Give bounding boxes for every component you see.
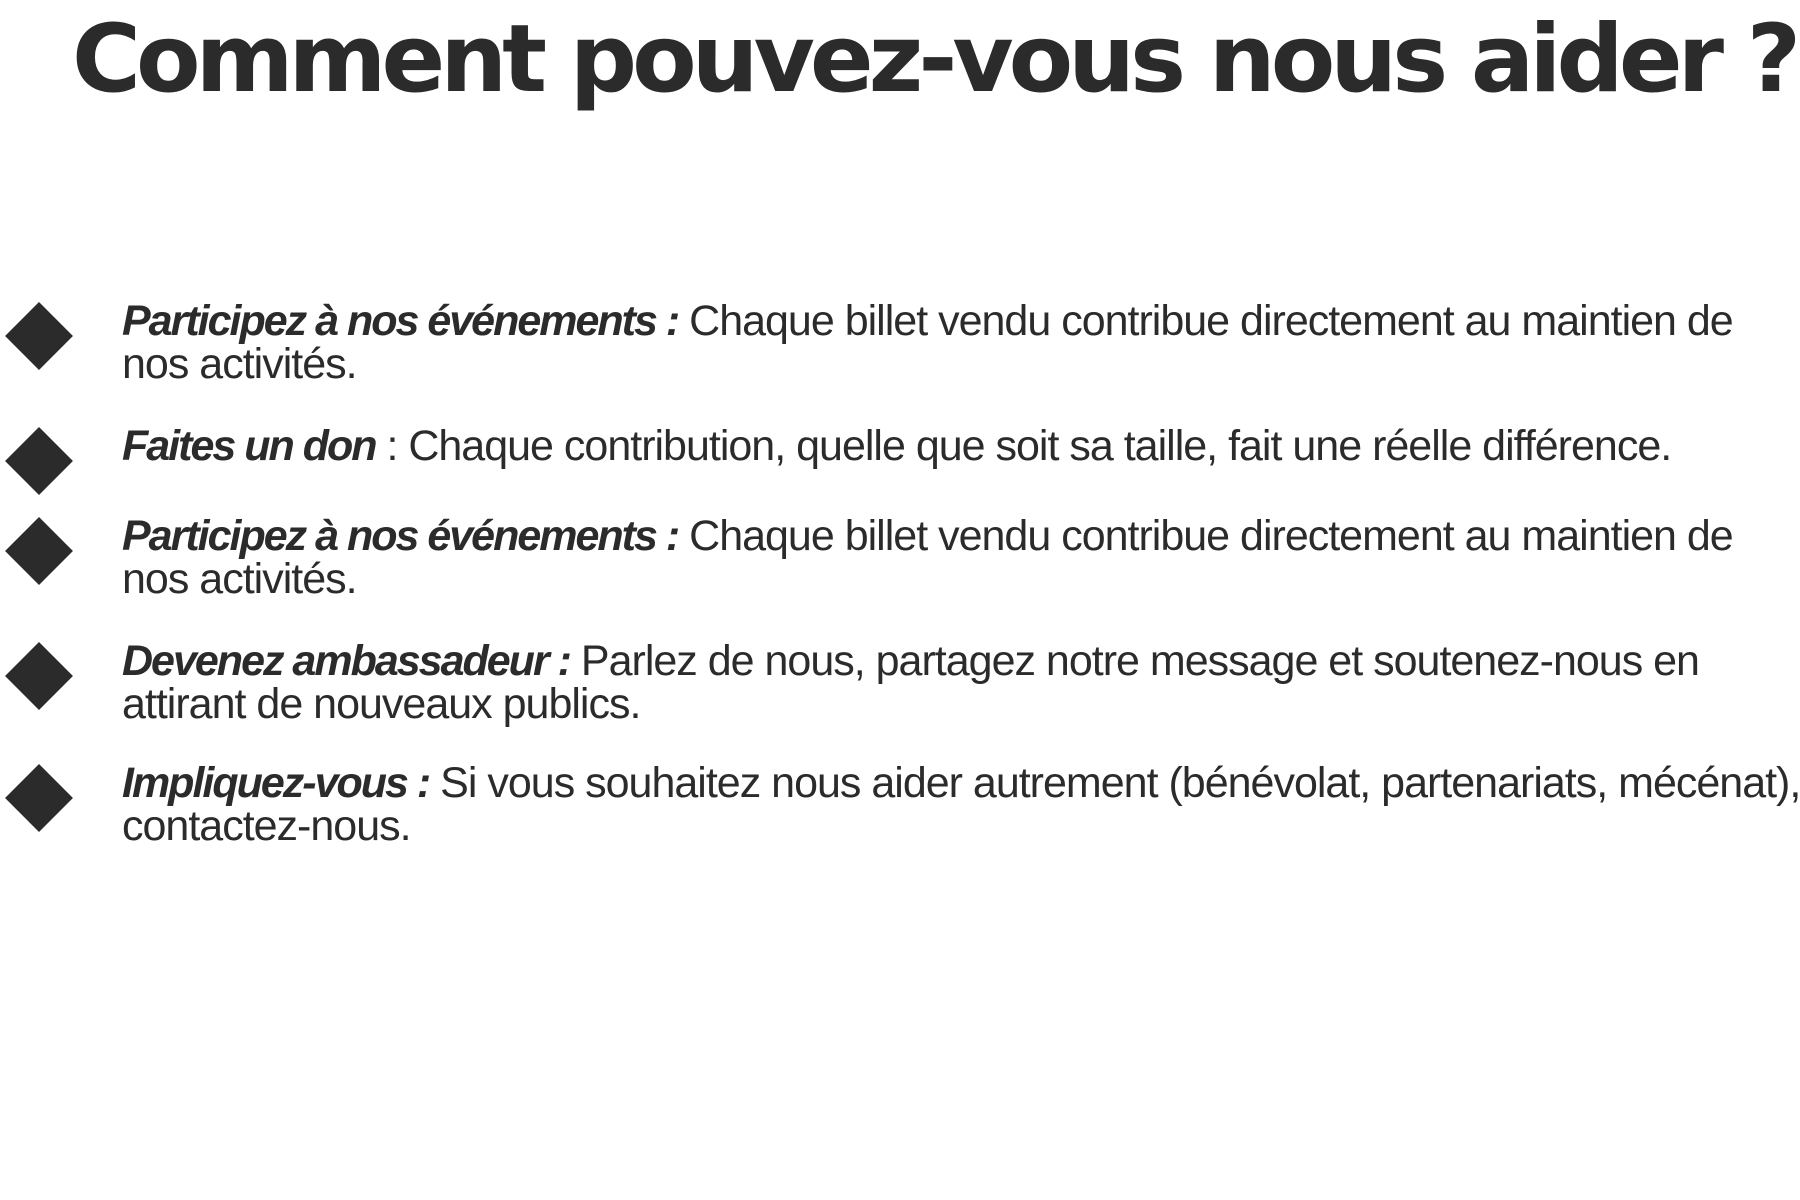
list-item-label: Participez à nos événements :: [122, 297, 679, 345]
list-item-description: Chaque billet vendu contribue directement au maintien de nos activités.: [122, 297, 1733, 388]
list-item-text: [122, 637, 1800, 728]
list-item-label: Participez à nos événements :: [122, 512, 679, 560]
diamond-bullet-icon: [5, 642, 73, 710]
list-item-text: [122, 512, 1800, 603]
list-item-text: [122, 759, 1800, 850]
list-item-label: Faites un don: [122, 422, 376, 470]
list-item-description: Parlez de nous, partagez notre message et soutenez-nous en attirant de nouveaux publics.: [122, 637, 1699, 728]
list-item-description: Si vous souhaitez nous aider autrement (bénévolat, partenariats, mécénat), contactez-nous.: [122, 759, 1800, 850]
list-item-label: Devenez ambassadeur :: [122, 637, 570, 685]
diamond-bullet-icon: [5, 517, 73, 585]
list-item-description: : Chaque contribution, quelle que soit sa taille, fait une réelle différence.: [375, 422, 1672, 470]
list-item-text: [122, 297, 1800, 388]
diamond-bullet-icon: [5, 302, 73, 370]
list-item-description: Chaque billet vendu contribue directement au maintien de nos activités.: [122, 512, 1733, 603]
list-item-text: [122, 422, 1800, 470]
list-item-label: Impliquez-vous :: [122, 759, 430, 807]
diamond-bullet-icon: [5, 427, 73, 495]
page-title: Comment pouvez-vous nous aider ?: [72, 5, 1797, 114]
diamond-bullet-icon: [5, 764, 73, 832]
